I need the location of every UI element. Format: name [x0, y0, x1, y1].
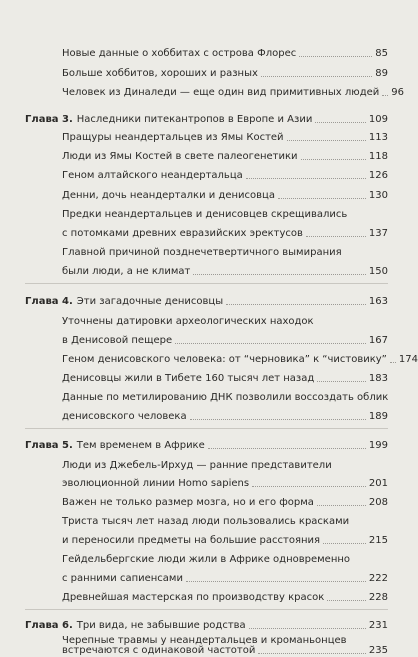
leader-dots: [261, 76, 372, 77]
toc-entry: [62, 641, 388, 657]
leader-dots: [258, 653, 366, 654]
leader-dots: [382, 95, 388, 96]
page-number: 174: [398, 354, 418, 365]
toc-entry-line: [62, 388, 388, 404]
entry-title: Новые данные о хоббитах с острова Флорес: [62, 48, 297, 59]
entry-title: встречаются с одинаковой частотой: [62, 645, 256, 656]
chapter-label: Глава 5.: [25, 440, 73, 451]
page-number: 85: [375, 48, 388, 59]
entry-title: и переносили предметы на большие расстояния: [62, 535, 321, 546]
entry-title: Предки неандертальцев и денисовцев скрещивались: [62, 209, 348, 220]
leader-dots: [317, 381, 366, 382]
toc-entry: [62, 262, 388, 278]
toc-entry: [62, 588, 388, 604]
entry-title: Денисовцы жили в Тибете 160 тысяч лет назад: [62, 373, 315, 384]
chapter-title: Эти загадочные денисовцы: [76, 296, 224, 307]
toc-entry: [62, 474, 388, 490]
page-number: 231: [368, 620, 388, 631]
toc-entry: [62, 350, 418, 366]
section-divider: [25, 428, 388, 429]
entry-title: Люди из Джебель-Ирхуд — ранние представители: [62, 460, 332, 471]
toc-entry-line: [62, 550, 388, 566]
toc-entry: [62, 83, 404, 99]
entry-title: с ранними сапиенсами: [62, 573, 183, 584]
toc-entry-line: [62, 312, 388, 328]
page-number: 201: [368, 478, 388, 489]
entry-title: эволюционной линии Homo sapiens: [62, 478, 250, 489]
entry-title: Геном денисовского человека: от “черновика” к “чистовику”: [62, 354, 387, 365]
chapter-heading: [25, 616, 388, 632]
page-number: 183: [368, 373, 388, 384]
chapter-title: Три вида, не забывшие родства: [76, 620, 246, 631]
toc-entry: [62, 569, 388, 585]
page-number: 113: [368, 132, 388, 143]
entry-title: Древнейшая мастерская по производству красок: [62, 592, 325, 603]
page-number: 189: [368, 411, 388, 422]
leader-dots: [323, 543, 366, 544]
page-number: 208: [368, 497, 388, 508]
leader-dots: [193, 274, 366, 275]
leader-dots: [246, 178, 366, 179]
entry-title: Денни, дочь неандерталки и денисовца: [62, 190, 275, 201]
entry-title: Главной причиной позднечетвертичного вымирания: [62, 247, 342, 258]
chapter-title: Наследники питекантропов в Европе и Азии: [76, 114, 313, 125]
chapter-label: Глава 4.: [25, 296, 73, 307]
page-number: 89: [375, 68, 388, 79]
entry-title: с потомками древних евразийских эректусов: [62, 228, 303, 239]
entry-title: денисовского человека: [62, 411, 187, 422]
leader-dots: [287, 140, 366, 141]
entry-title: в Денисовой пещере: [62, 335, 173, 346]
toc-entry-line: [62, 243, 388, 259]
leader-dots: [299, 56, 372, 57]
section-divider: [25, 609, 388, 610]
entry-title: Люди из Ямы Костей в свете палеогенетики: [62, 151, 298, 162]
page-number: 96: [391, 87, 404, 98]
chapter-heading: [25, 292, 388, 308]
page-number: 222: [368, 573, 388, 584]
leader-dots: [226, 304, 366, 305]
leader-dots: [301, 159, 366, 160]
entry-title: Черепные травмы у неандертальцев и кроманьонцев: [62, 635, 347, 646]
chapter-label: Глава 3.: [25, 114, 73, 125]
entry-title: Человек из Диналеди — еще один вид примитивных людей: [62, 87, 380, 98]
toc-entry: [62, 369, 388, 385]
page-number: 167: [368, 335, 388, 346]
leader-dots: [252, 486, 366, 487]
entry-title: Гейдельбергские люди жили в Африке одновременно: [62, 554, 351, 565]
toc-entry: [62, 186, 388, 202]
entry-title: Больше хоббитов, хороших и разных: [62, 68, 258, 79]
toc-entry: [62, 493, 388, 509]
leader-dots: [317, 505, 366, 506]
toc-entry: [62, 331, 388, 347]
leader-dots: [315, 122, 366, 123]
toc-entry: [62, 407, 388, 423]
page-number: 137: [368, 228, 388, 239]
leader-dots: [278, 198, 366, 199]
leader-dots: [249, 628, 366, 629]
entry-title: Пращуры неандертальцев из Ямы Костей: [62, 132, 284, 143]
toc-entry: [62, 44, 388, 60]
page-number: 130: [368, 190, 388, 201]
toc-entry: [62, 224, 388, 240]
section-divider: [25, 283, 388, 284]
entry-title: Данные по метилированию ДНК позволили воссоздать облик: [62, 392, 389, 403]
page-number: 126: [368, 170, 388, 181]
leader-dots: [186, 581, 366, 582]
page-number: 118: [368, 151, 388, 162]
chapter-title: Тем временем в Африке: [76, 440, 205, 451]
entry-title: Важен не только размер мозга, но и его форма: [62, 497, 314, 508]
leader-dots: [390, 362, 396, 363]
toc-entry: [62, 166, 388, 182]
toc-entry: [62, 147, 388, 163]
chapter-heading: [25, 110, 388, 126]
page-number: 235: [368, 645, 388, 656]
entry-title: Триста тысяч лет назад люди пользовались красками: [62, 516, 350, 527]
page-number: 199: [368, 440, 388, 451]
leader-dots: [208, 448, 366, 449]
chapter-label: Глава 6.: [25, 620, 73, 631]
page-number: 150: [368, 266, 388, 277]
leader-dots: [327, 600, 366, 601]
page-number: 228: [368, 592, 388, 603]
entry-title: были люди, а не климат: [62, 266, 191, 277]
page-number: 215: [368, 535, 388, 546]
toc-entry: [62, 531, 388, 547]
toc-entry: [62, 64, 388, 80]
leader-dots: [175, 343, 366, 344]
toc-entry-line: [62, 512, 388, 528]
page-number: 163: [368, 296, 388, 307]
entry-title: Геном алтайского неандертальца: [62, 170, 243, 181]
chapter-heading: [25, 436, 388, 452]
leader-dots: [190, 419, 366, 420]
toc-entry-line: [62, 456, 388, 472]
page-number: 109: [368, 114, 388, 125]
entry-title: Уточнены датировки археологических находок: [62, 316, 314, 327]
leader-dots: [306, 236, 366, 237]
toc-entry: [62, 128, 388, 144]
toc-entry-line: [62, 205, 388, 221]
